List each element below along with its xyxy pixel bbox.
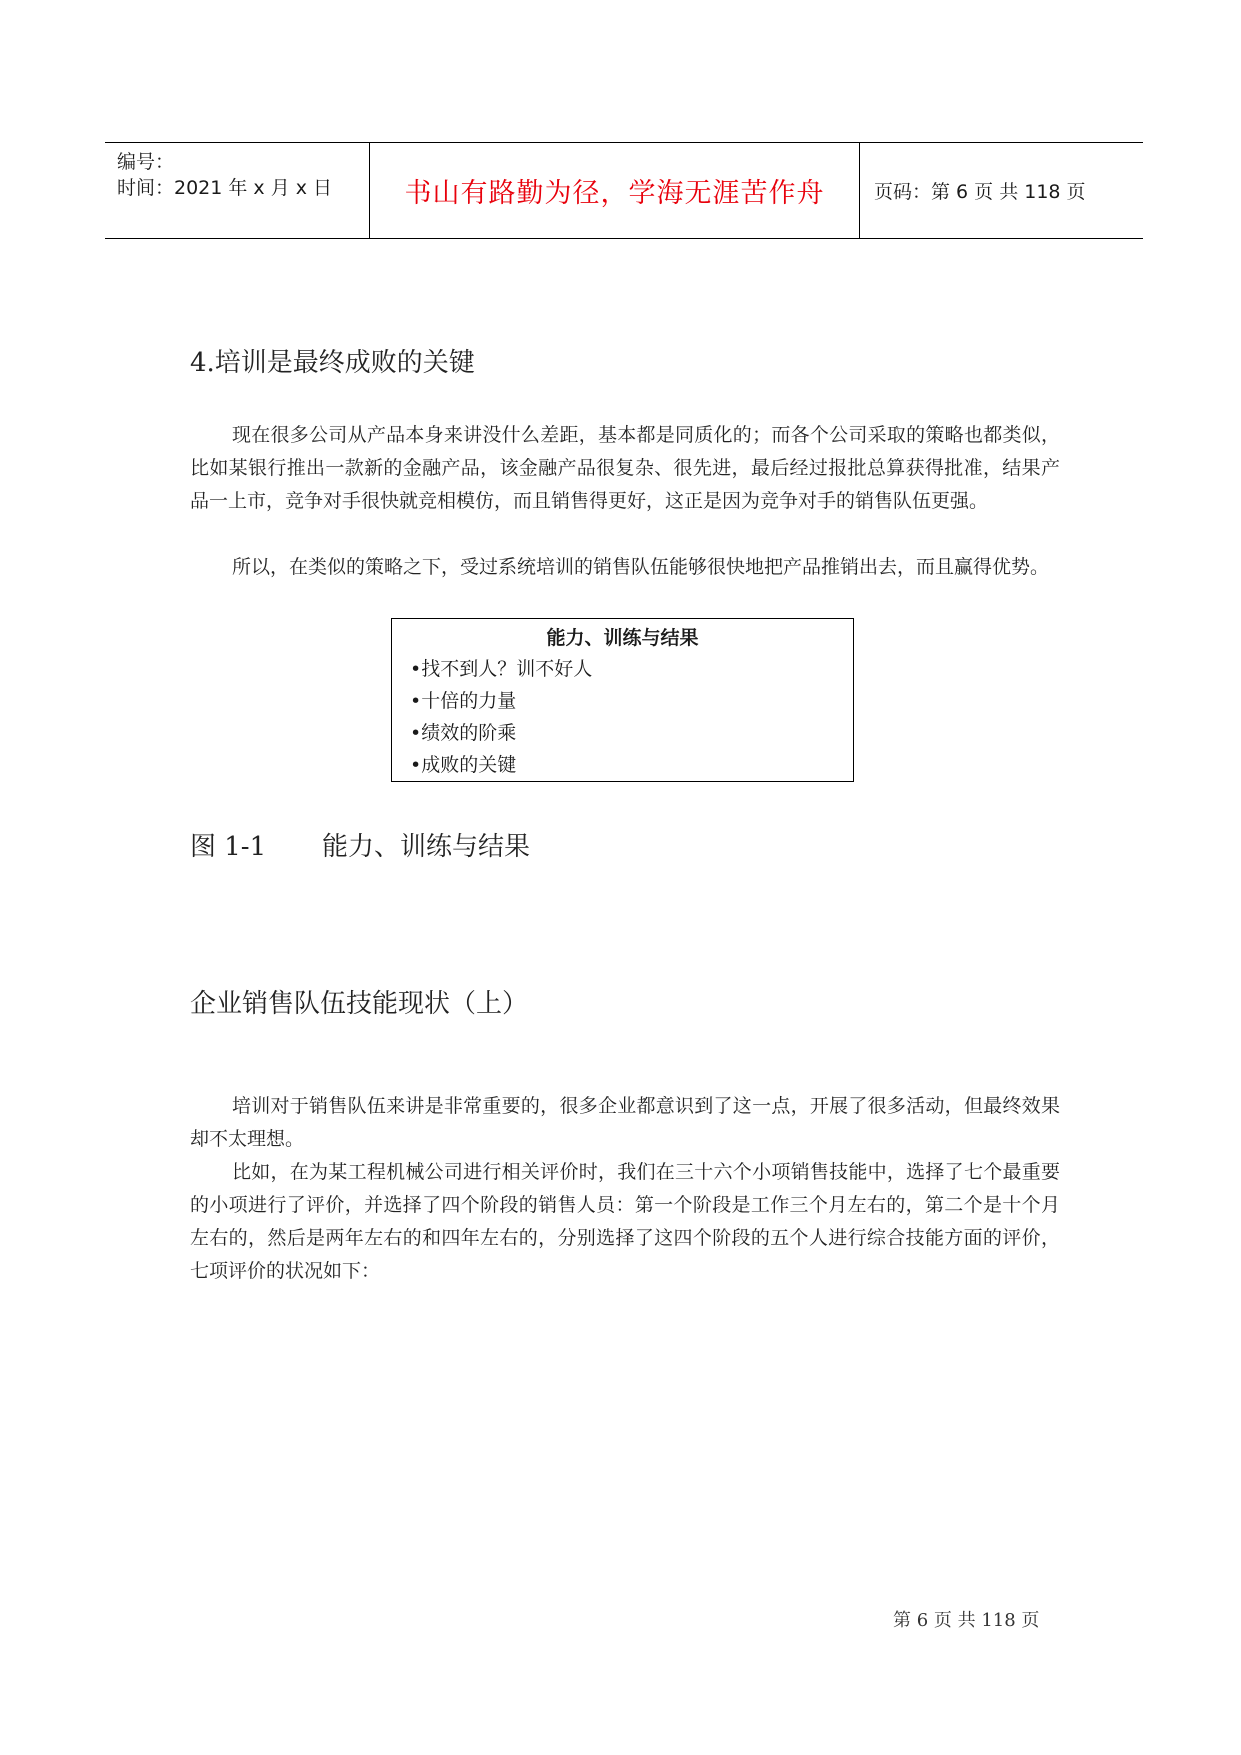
figure-caption-text: 能力、训练与结果 xyxy=(322,832,531,862)
header-motto: 书山有路勤为径，学海无涯苦作舟 xyxy=(404,178,825,209)
page-footer: 第 6 页 共 118 页 xyxy=(893,1610,1040,1631)
paragraph: 培训对于销售队伍来讲是非常重要的，很多企业都意识到了这一点，开展了很多活动，但最终效果却不太理想。 xyxy=(190,1095,1060,1150)
header-meta-cell xyxy=(105,143,370,238)
header-page-cell xyxy=(860,143,1143,238)
figure-caption-label: 图 1-1 xyxy=(190,832,267,862)
list-item: •成败的关键 xyxy=(410,754,517,776)
figure-bullet-list xyxy=(392,653,853,781)
list-item: •十倍的力量 xyxy=(410,690,517,712)
list-item: •绩效的阶乘 xyxy=(410,722,517,744)
section-heading-sales-skills: 企业销售队伍技能现状（上） xyxy=(190,989,529,1019)
document-number-label: 编号： xyxy=(117,151,175,173)
page-header xyxy=(105,142,1143,239)
paragraph: 比如，在为某工程机械公司进行相关评价时，我们在三十六个小项销售技能中，选择了七个最重要的小项进行了评价，并选择了四个阶段的销售人员：第一个阶段是工作三个月左右的，第二个是十个月左右的，然后是两年左右的和四年左右的，分别选择了这四个阶段的五个人进行综合技能方面的评价，七项评价的状况如下： xyxy=(190,1161,1060,1282)
header-motto-cell xyxy=(370,143,860,238)
list-item: •找不到人？训不好人 xyxy=(410,658,593,680)
figure-box xyxy=(391,618,854,782)
paragraph: 所以，在类似的策略之下，受过系统培训的销售队伍能够很快地把产品推销出去，而且赢得优势。 xyxy=(232,556,1050,578)
document-date-label: 时间：2021 年 x 月 x 日 xyxy=(117,177,333,199)
figure-box-title: 能力、训练与结果 xyxy=(546,627,699,649)
section-heading-training: 4.培训是最终成败的关键 xyxy=(190,348,475,378)
figure-caption xyxy=(190,826,530,863)
paragraph: 现在很多公司从产品本身来讲没什么差距，基本都是同质化的；而各个公司采取的策略也都类似，比如某银行推出一款新的金融产品，该金融产品很复杂、很先进，最后经过报批总算获得批准，结果产品一上市，竞争对手很快就竞相模仿，而且销售得更好，这正是因为竞争对手的销售队伍更强。 xyxy=(190,424,1060,512)
header-page-info: 页码：第 6 页 共 118 页 xyxy=(874,181,1086,203)
